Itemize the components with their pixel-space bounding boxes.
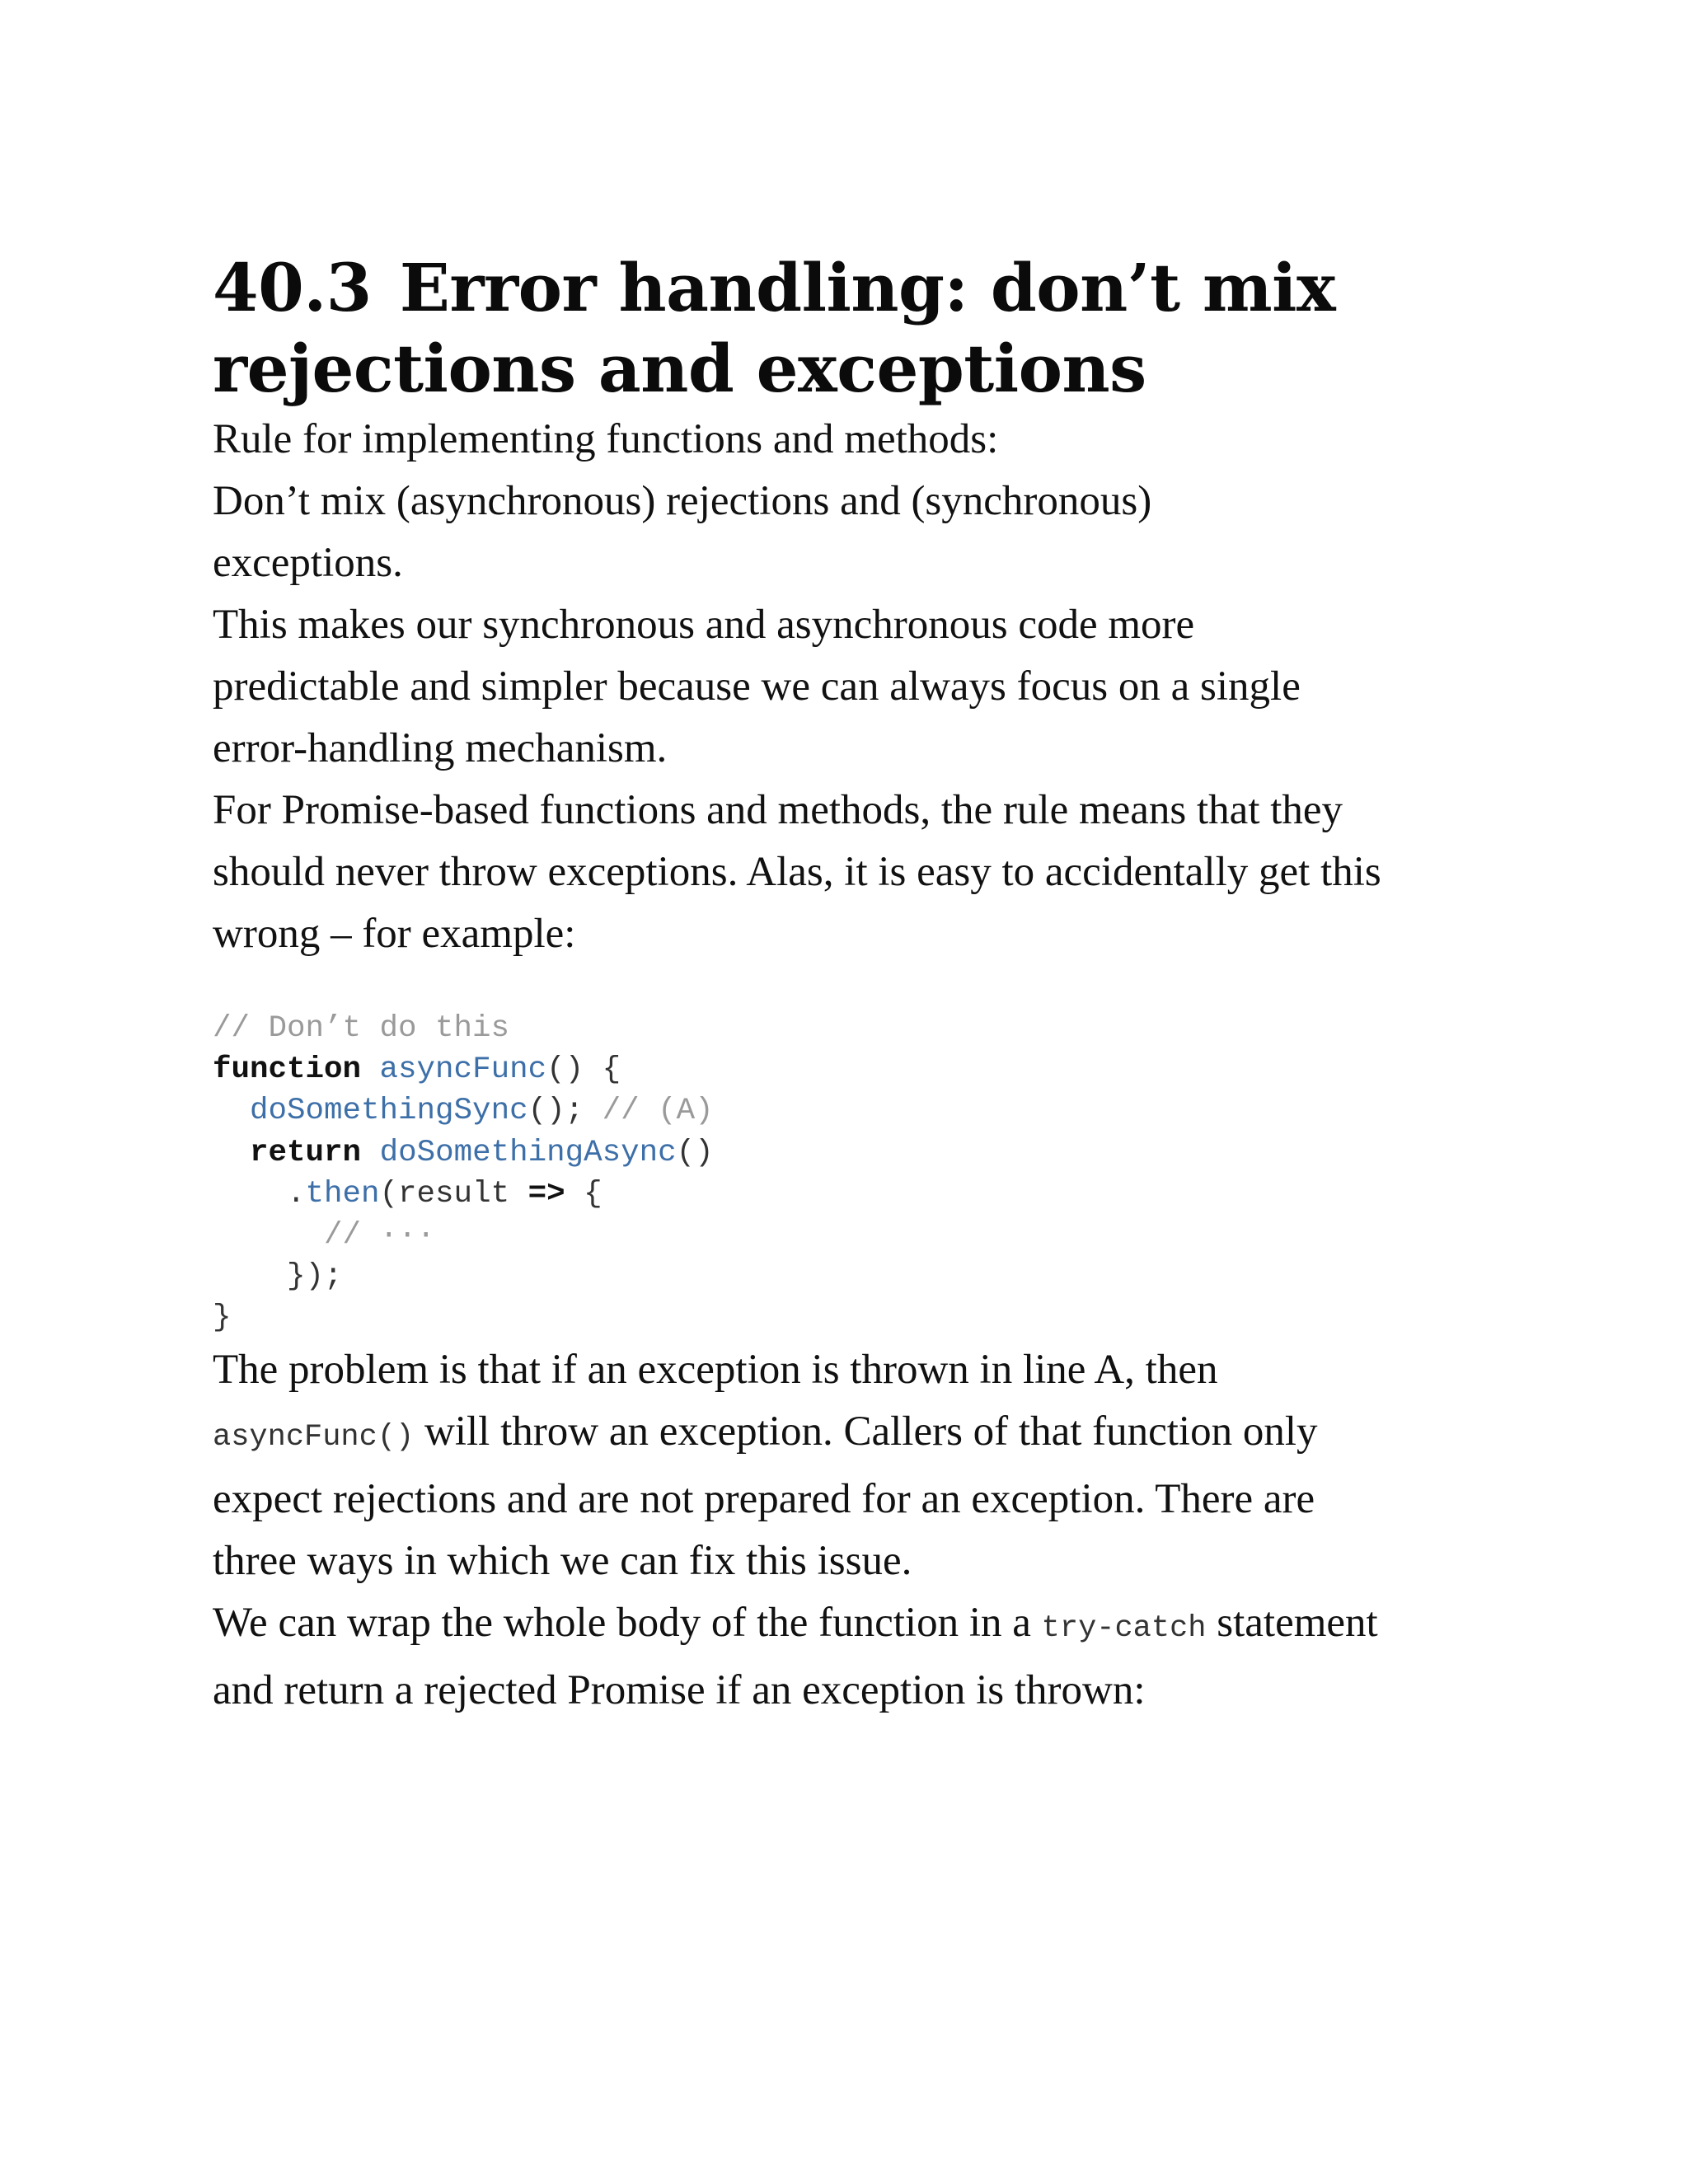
code-params: (result — [379, 1176, 528, 1212]
promise-rule-paragraph — [213, 780, 1498, 965]
code-indent: . — [213, 1176, 306, 1212]
code-comment: // Don’t do this — [213, 1011, 510, 1046]
page-content — [213, 247, 1498, 1722]
rule-quote-line-1: Don’t mix (asynchronous) rejections and (synchronous) — [213, 478, 1152, 524]
problem-line-2: will throw an exception. Callers of that function only — [414, 1408, 1318, 1455]
wrap-line-2: and return a rejected Promise if an exception is thrown: — [213, 1666, 1146, 1713]
problem-line-4: three ways in which we can fix this issue. — [213, 1537, 912, 1584]
code-indent — [213, 1218, 324, 1253]
code-punctuation: () { — [546, 1052, 621, 1088]
inline-code-asyncfunc: asyncFunc() — [213, 1419, 415, 1455]
predictable-paragraph — [213, 594, 1498, 780]
code-punctuation: } — [213, 1301, 232, 1336]
code-function-name: asyncFunc — [379, 1052, 547, 1088]
code-keyword-function: function — [213, 1052, 362, 1088]
problem-paragraph — [213, 1339, 1498, 1592]
code-function-call: doSomethingSync — [250, 1094, 528, 1129]
code-line-6 — [213, 1215, 1498, 1256]
code-arrow: => — [528, 1176, 565, 1212]
code-comment: // ··· — [324, 1218, 436, 1254]
code-indent — [213, 1094, 250, 1128]
rule-blockquote — [213, 471, 1498, 594]
code-line-5 — [213, 1174, 1498, 1215]
rule-intro-paragraph — [213, 409, 1498, 471]
code-punctuation: () — [676, 1135, 714, 1170]
section-heading — [213, 247, 1498, 409]
code-example — [213, 1008, 1498, 1339]
wrap-line-1-tail: statement — [1206, 1599, 1378, 1646]
heading-line-1: Error handling: don’t mix — [399, 249, 1336, 326]
predictable-line-2: predictable and simpler because we can always focus on a single — [213, 663, 1301, 710]
heading-line-2: rejections and exceptions — [213, 330, 1146, 407]
inline-code-try-catch: try-catch — [1041, 1610, 1207, 1646]
promise-line-3: wrong – for example: — [213, 911, 576, 957]
section-number: 40.3 — [213, 249, 372, 326]
promise-line-1: For Promise-based functions and methods, the rule means that they — [213, 787, 1343, 833]
code-indent — [213, 1136, 250, 1170]
code-line-2 — [213, 1049, 1498, 1090]
try-catch-paragraph — [213, 1592, 1498, 1722]
promise-line-2: should never throw exceptions. Alas, it is easy to accidentally get this — [213, 849, 1381, 895]
code-function-call: doSomethingAsync — [379, 1135, 677, 1170]
rule-intro-text: Rule for implementing functions and methods: — [213, 416, 999, 462]
code-keyword-return: return — [250, 1135, 362, 1170]
code-line-8 — [213, 1297, 1498, 1338]
code-method-then: then — [305, 1176, 380, 1212]
code-punctuation: (); — [528, 1094, 603, 1129]
predictable-line-3: error-handling mechanism. — [213, 725, 668, 771]
wrap-line-1-text: We can wrap the whole body of the function in a — [213, 1599, 1042, 1646]
code-line-3 — [213, 1090, 1498, 1132]
problem-line-3: expect rejections and are not prepared for an exception. There are — [213, 1475, 1315, 1522]
problem-line-1: The problem is that if an exception is thrown in line A, then — [213, 1346, 1218, 1393]
code-comment: // (A) — [602, 1094, 714, 1129]
rule-quote-line-2: exceptions. — [213, 540, 403, 586]
code-line-7 — [213, 1256, 1498, 1297]
code-line-1 — [213, 1008, 1498, 1049]
code-line-4 — [213, 1132, 1498, 1174]
code-punctuation: }); — [213, 1259, 343, 1295]
code-punctuation: { — [565, 1176, 603, 1212]
predictable-line-1: This makes our synchronous and asynchronous code more — [213, 602, 1195, 648]
